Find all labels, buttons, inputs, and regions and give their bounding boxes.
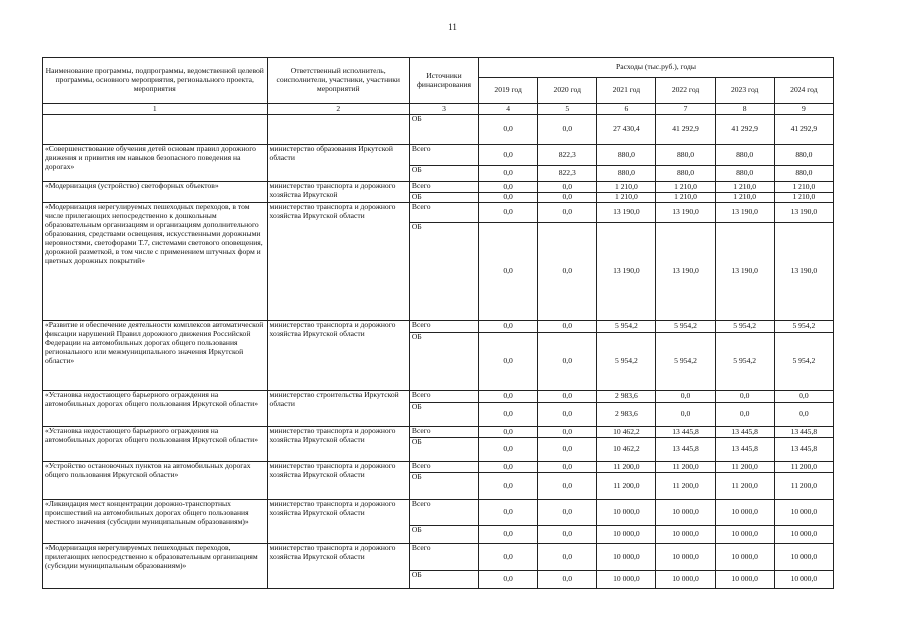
expense-value: 880,0 <box>774 166 833 182</box>
expense-value: 11 200,0 <box>597 462 656 473</box>
header-year: 2019 год <box>479 78 538 104</box>
expense-value: 0,0 <box>538 473 597 500</box>
expense-value: 880,0 <box>597 166 656 182</box>
funding-source: Всего <box>409 391 478 403</box>
expense-value: 10 000,0 <box>715 526 774 544</box>
expense-value: 13 445,8 <box>656 427 715 438</box>
expense-value: 0,0 <box>479 544 538 571</box>
expense-value: 0,0 <box>479 462 538 473</box>
expense-value: 0,0 <box>479 115 538 145</box>
table-row <box>43 544 834 571</box>
expense-value: 10 000,0 <box>597 544 656 571</box>
expense-value: 11 200,0 <box>715 462 774 473</box>
expense-value: 13 190,0 <box>656 223 715 321</box>
measure-name: «Модернизация нерегулируемых пешеходных переходов, в том числе прилегающих непосредственно к дошкольным образовательным организациям и организациям дополнительного образования, средствами освещения, искусственными дорожными неровностями, светофорами Т.7, системами светового оповещения, дорожной разметкой, в том числе с применением штучных форм и цветных дорожных покрытий» <box>43 203 268 321</box>
expense-value: 13 190,0 <box>715 203 774 223</box>
column-index: 5 <box>538 104 597 115</box>
expense-value: 10 462,2 <box>597 438 656 462</box>
expense-value: 0,0 <box>538 193 597 203</box>
table-row <box>43 500 834 526</box>
expense-value: 0,0 <box>538 182 597 193</box>
column-index: 2 <box>267 104 409 115</box>
expense-value: 13 445,8 <box>715 438 774 462</box>
expense-value: 0,0 <box>479 473 538 500</box>
expense-value: 0,0 <box>479 333 538 391</box>
table-row <box>43 462 834 473</box>
expense-value: 880,0 <box>656 166 715 182</box>
column-index: 3 <box>409 104 478 115</box>
table-row <box>43 115 834 145</box>
funding-source: ОБ <box>409 166 478 182</box>
expense-value: 0,0 <box>538 321 597 333</box>
expense-value: 880,0 <box>715 166 774 182</box>
table-row <box>43 145 834 166</box>
expense-value: 11 200,0 <box>715 473 774 500</box>
expense-value: 13 445,8 <box>774 427 833 438</box>
responsible-executor: министерство транспорта и дорожного хозяйства Иркутской области <box>267 544 409 589</box>
expense-value: 880,0 <box>597 145 656 166</box>
column-index: 1 <box>43 104 268 115</box>
header-source: Источники финансирования <box>409 58 478 104</box>
expense-value: 0,0 <box>715 391 774 403</box>
measure-name: «Устройство остановочных пунктов на автомобильных дорогах общего пользования Иркутской области» <box>43 462 268 500</box>
funding-source: Всего <box>409 321 478 333</box>
expense-value: 10 000,0 <box>774 544 833 571</box>
funding-source: ОБ <box>409 115 478 145</box>
expense-value: 5 954,2 <box>774 333 833 391</box>
header-year: 2020 год <box>538 78 597 104</box>
expense-value: 0,0 <box>538 203 597 223</box>
header-year: 2024 год <box>774 78 833 104</box>
funding-source: ОБ <box>409 473 478 500</box>
expense-value: 13 190,0 <box>774 203 833 223</box>
expense-value: 0,0 <box>479 571 538 589</box>
expense-value: 1 210,0 <box>774 182 833 193</box>
responsible-executor: министерство образования Иркутской области <box>267 145 409 182</box>
expense-value: 0,0 <box>538 427 597 438</box>
expense-value: 0,0 <box>479 391 538 403</box>
expense-value: 0,0 <box>774 391 833 403</box>
expense-value: 5 954,2 <box>715 333 774 391</box>
expense-value: 13 445,8 <box>656 438 715 462</box>
expense-value: 13 190,0 <box>774 223 833 321</box>
measure-name: «Установка недостающего барьерного ограждения на автомобильных дорогах общего пользования Иркутской области» <box>43 391 268 427</box>
funding-source: Всего <box>409 427 478 438</box>
expense-value: 5 954,2 <box>597 321 656 333</box>
column-index: 4 <box>479 104 538 115</box>
expense-value: 5 954,2 <box>656 333 715 391</box>
column-index: 8 <box>715 104 774 115</box>
table-row <box>43 182 834 193</box>
expense-value: 10 000,0 <box>656 571 715 589</box>
expense-value: 0,0 <box>538 333 597 391</box>
funding-source: ОБ <box>409 571 478 589</box>
expense-value: 2 983,6 <box>597 403 656 427</box>
expense-value: 1 210,0 <box>715 182 774 193</box>
expense-value: 13 190,0 <box>656 203 715 223</box>
expense-value: 10 000,0 <box>597 500 656 526</box>
expense-value: 822,3 <box>538 166 597 182</box>
header-year: 2021 год <box>597 78 656 104</box>
expense-value: 1 210,0 <box>597 182 656 193</box>
expense-value: 1 210,0 <box>715 193 774 203</box>
table-row <box>43 321 834 333</box>
responsible-executor: министерство транспорта и дорожного хозяйства Иркутской области <box>267 462 409 500</box>
expense-value: 880,0 <box>656 145 715 166</box>
expense-value: 1 210,0 <box>774 193 833 203</box>
expense-value: 0,0 <box>656 403 715 427</box>
table-row <box>43 427 834 438</box>
expense-value: 13 445,8 <box>774 438 833 462</box>
expense-value: 0,0 <box>479 427 538 438</box>
funding-source: Всего <box>409 145 478 166</box>
expense-value: 10 000,0 <box>656 544 715 571</box>
expense-value: 0,0 <box>479 321 538 333</box>
expense-value: 0,0 <box>538 115 597 145</box>
expense-value: 0,0 <box>479 526 538 544</box>
expense-value: 0,0 <box>479 203 538 223</box>
expense-value: 10 000,0 <box>774 526 833 544</box>
expense-value: 10 000,0 <box>656 500 715 526</box>
expense-value: 2 983,6 <box>597 391 656 403</box>
expense-value: 5 954,2 <box>656 321 715 333</box>
responsible-executor: министерство транспорта и дорожного хозяйства Иркутской области <box>267 321 409 391</box>
expense-value: 0,0 <box>479 193 538 203</box>
funding-source: ОБ <box>409 333 478 391</box>
expense-value: 0,0 <box>479 223 538 321</box>
header-year: 2022 год <box>656 78 715 104</box>
funding-source: Всего <box>409 182 478 193</box>
expense-value: 10 000,0 <box>715 500 774 526</box>
expense-value: 0,0 <box>538 462 597 473</box>
column-index: 9 <box>774 104 833 115</box>
expense-value: 0,0 <box>538 544 597 571</box>
expense-value: 13 190,0 <box>597 203 656 223</box>
expense-value: 10 000,0 <box>774 571 833 589</box>
expense-value: 11 200,0 <box>597 473 656 500</box>
funding-source: Всего <box>409 462 478 473</box>
responsible-executor: министерство транспорта и дорожного хозяйства Иркутской <box>267 182 409 203</box>
measure-name: «Модернизация нерегулируемых пешеходных переходов, прилегающих непосредственно к образовательным организациям (субсидии муниципальным образованиям)» <box>43 544 268 589</box>
expense-value: 1 210,0 <box>656 182 715 193</box>
responsible-executor: министерство транспорта и дорожного хозяйства Иркутской области <box>267 427 409 462</box>
expense-value: 1 210,0 <box>597 193 656 203</box>
expense-value: 0,0 <box>538 403 597 427</box>
measure-name: «Совершенствование обучения детей основам правил дорожного движения и привития им навыков безопасного поведения на дорогах» <box>43 145 268 182</box>
expense-value: 10 000,0 <box>774 500 833 526</box>
expense-value: 880,0 <box>715 145 774 166</box>
expense-value: 11 200,0 <box>774 462 833 473</box>
expenditure-table <box>42 57 834 589</box>
expense-value: 5 954,2 <box>597 333 656 391</box>
expense-value: 0,0 <box>538 526 597 544</box>
expense-value: 0,0 <box>656 391 715 403</box>
expense-value: 41 292,9 <box>774 115 833 145</box>
expense-value: 0,0 <box>715 403 774 427</box>
expense-value: 0,0 <box>538 571 597 589</box>
expense-value: 13 190,0 <box>597 223 656 321</box>
expense-value: 13 190,0 <box>715 223 774 321</box>
header-responsible: Ответственный исполнитель, соисполнители, участники, участники мероприятий <box>267 58 409 104</box>
expense-value: 0,0 <box>774 403 833 427</box>
funding-source: ОБ <box>409 403 478 427</box>
expense-value: 10 000,0 <box>597 526 656 544</box>
expense-value: 0,0 <box>479 182 538 193</box>
expense-value: 11 200,0 <box>774 473 833 500</box>
expense-value: 10 462,2 <box>597 427 656 438</box>
expense-value: 27 430,4 <box>597 115 656 145</box>
responsible-executor <box>267 115 409 145</box>
expense-value: 0,0 <box>479 403 538 427</box>
measure-name: «Развитие и обеспечение деятельности комплексов автоматической фиксации нарушений Правил дорожного движения Российской Федерации на автомобильных дорогах общего пользования регионального или межмуниципального значения Иркутской области» <box>43 321 268 391</box>
expense-value: 41 292,9 <box>715 115 774 145</box>
funding-source: ОБ <box>409 193 478 203</box>
funding-source: Всего <box>409 500 478 526</box>
expense-value: 0,0 <box>479 166 538 182</box>
expense-value: 10 000,0 <box>656 526 715 544</box>
expense-value: 41 292,9 <box>656 115 715 145</box>
header-name: Наименование программы, подпрограммы, ведомственной целевой программы, основного мероприятия, регионального проекта, мероприятия <box>43 58 268 104</box>
measure-name: «Установка недостающего барьерного ограждения на автомобильных дорогах общего пользования Иркутской области» <box>43 427 268 462</box>
expense-value: 11 200,0 <box>656 473 715 500</box>
responsible-executor: министерство транспорта и дорожного хозяйства Иркутской области <box>267 203 409 321</box>
column-index: 7 <box>656 104 715 115</box>
funding-source: ОБ <box>409 438 478 462</box>
expense-value: 0,0 <box>479 145 538 166</box>
expense-value: 10 000,0 <box>715 571 774 589</box>
expense-value: 11 200,0 <box>656 462 715 473</box>
column-index: 6 <box>597 104 656 115</box>
expense-value: 0,0 <box>538 438 597 462</box>
table-row <box>43 391 834 403</box>
measure-name <box>43 115 268 145</box>
expense-value: 10 000,0 <box>715 544 774 571</box>
header-year: 2023 год <box>715 78 774 104</box>
expense-value: 880,0 <box>774 145 833 166</box>
measure-name: «Ликвидация мест концентрации дорожно-транспортных происшествий на автомобильных дорогах общего пользования местного значения (субсидии муниципальным образованиям)» <box>43 500 268 544</box>
expense-value: 0,0 <box>538 500 597 526</box>
responsible-executor: министерство транспорта и дорожного хозяйства Иркутской области <box>267 500 409 544</box>
measure-name: «Модернизация (устройство) светофорных объектов» <box>43 182 268 203</box>
funding-source: Всего <box>409 544 478 571</box>
expense-value: 1 210,0 <box>656 193 715 203</box>
expense-value: 822,3 <box>538 145 597 166</box>
expense-value: 10 000,0 <box>597 571 656 589</box>
responsible-executor: министерство строительства Иркутской области <box>267 391 409 427</box>
table-row <box>43 203 834 223</box>
header-expenses: Расходы (тыс.руб.), годы <box>479 58 834 78</box>
expense-value: 5 954,2 <box>774 321 833 333</box>
page-number: 11 <box>448 22 457 32</box>
expense-value: 0,0 <box>538 223 597 321</box>
expense-value: 13 445,8 <box>715 427 774 438</box>
expense-value: 5 954,2 <box>715 321 774 333</box>
expense-value: 0,0 <box>479 438 538 462</box>
funding-source: ОБ <box>409 223 478 321</box>
expense-value: 0,0 <box>479 500 538 526</box>
funding-source: ОБ <box>409 526 478 544</box>
funding-source: Всего <box>409 203 478 223</box>
expense-value: 0,0 <box>538 391 597 403</box>
